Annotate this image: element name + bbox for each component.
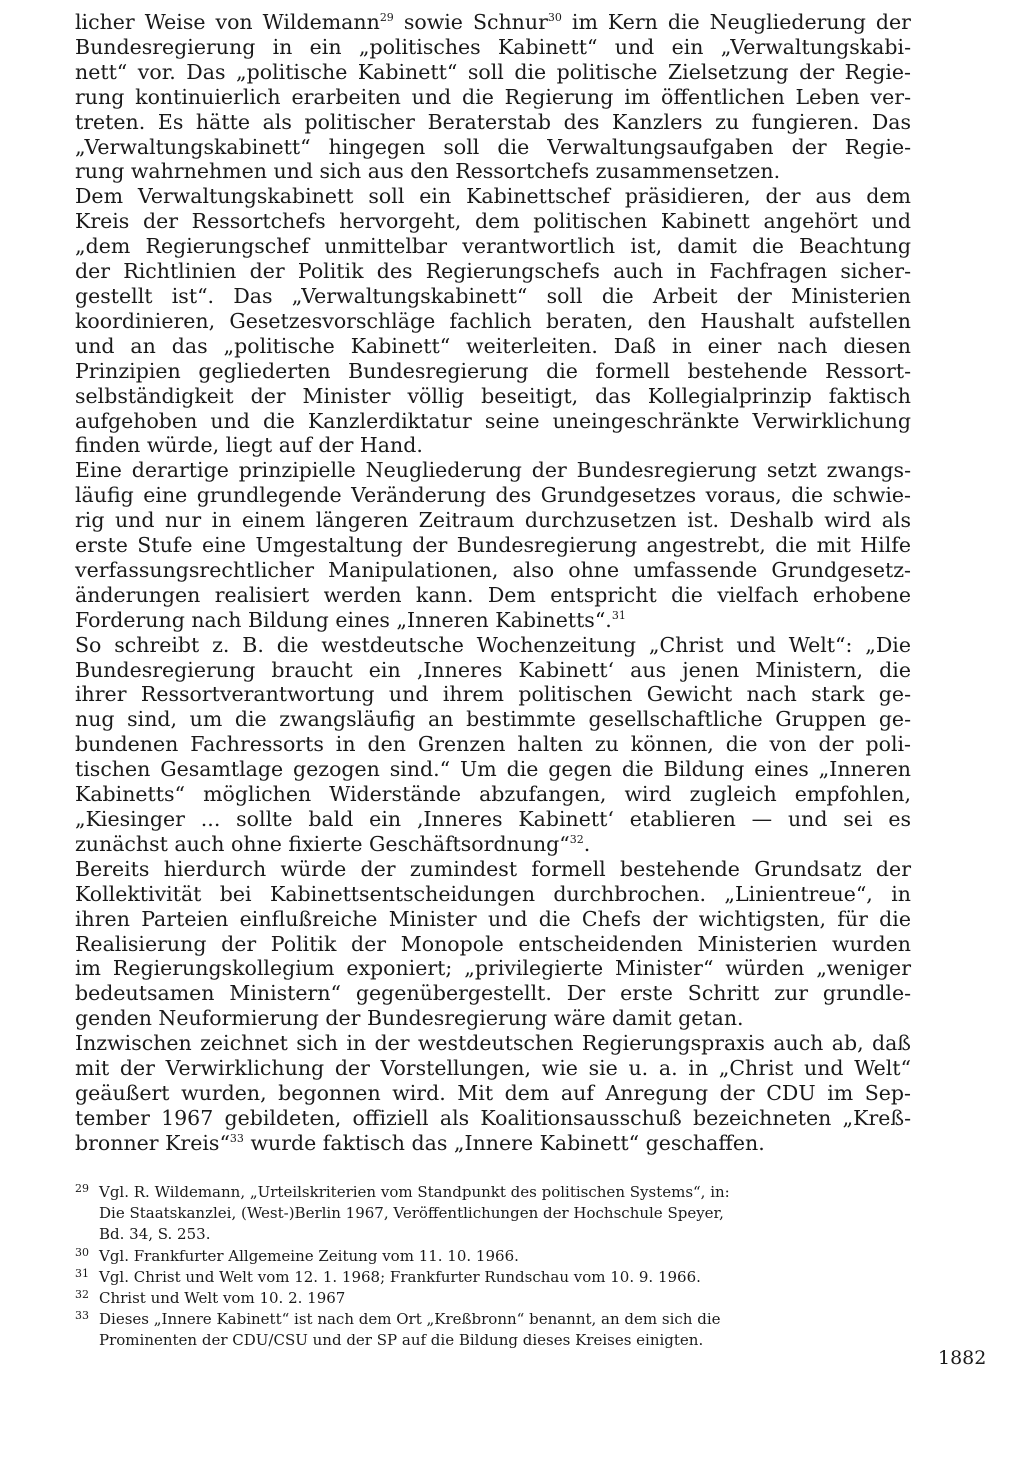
text-line: der Richtlinien der Politik des Regierungschefs auch in Fachfragen sicher- bbox=[75, 259, 911, 284]
footnote-ref: 31 bbox=[611, 608, 626, 622]
footnote-line: Dieses „Innere Kabinett“ ist nach dem Ort „Kreßbronn“ benannt, an dem sich die bbox=[99, 1310, 721, 1329]
text-line: tischen Gesamtlage gezogen sind.“ Um die gegen die Bildung eines „Inneren bbox=[75, 757, 911, 782]
text-line: nett“ vor. Das „politische Kabinett“ soll die politische Zielsetzung der Regie- bbox=[75, 59, 911, 84]
footnote bbox=[75, 1288, 911, 1309]
text-line: „Kiesinger ... sollte bald ein ‚Inneres Kabinett‘ etablieren — und sei es bbox=[75, 807, 911, 831]
footnote-number: 32 bbox=[75, 1288, 89, 1302]
paragraph bbox=[75, 184, 911, 458]
text-line: Bereits hierdurch würde der zumindest formell bestehende Grundsatz der bbox=[75, 856, 911, 881]
footnote bbox=[75, 1182, 911, 1246]
text-line: „dem Regierungschef unmittelbar verantwortlich ist, damit die Beachtung bbox=[75, 234, 911, 259]
footnote-line: Vgl. R. Wildemann, „Urteilskriterien vom Standpunkt des politischen Systems“, in: bbox=[99, 1183, 730, 1201]
text-line: mit der Verwirklichung der Vorstellungen, wie sie u. a. in „Christ und Welt“ bbox=[75, 1056, 911, 1081]
text-line: Inzwischen zeichnet sich in der westdeutschen Regierungspraxis auch ab, daß bbox=[75, 1031, 911, 1056]
text-line: ihren Parteien einflußreiche Minister und die Chefs der wichtigsten, für die bbox=[75, 906, 911, 931]
text-line: bronner Kreis“$^{33}$ wurde faktisch das „Innere Kabinett“ geschaffen. bbox=[75, 1130, 765, 1155]
text-line: genden Neuformierung der Bundesregierung wäre damit getan. bbox=[75, 1006, 744, 1031]
body-text bbox=[75, 10, 911, 1156]
text-line: aufgehoben und die Kanzlerdiktatur seine uneingeschränkte Verwirklichung bbox=[75, 408, 911, 433]
page bbox=[75, 10, 911, 1156]
text-line: ihrer Ressortverantwortung und ihrem politischen Gewicht nach stark ge- bbox=[75, 682, 911, 707]
text-line: läufig eine grundlegende Veränderung des Grundgesetzes voraus, die schwie- bbox=[75, 483, 911, 508]
text-line: Prinzipien gegliederten Bundesregierung die formell bestehende Ressort- bbox=[75, 358, 911, 383]
text-line: Kollektivität bei Kabinettsentscheidungen durchbrochen. „Linientreue“, in bbox=[75, 881, 911, 906]
text-line: bundenen Fachressorts in den Grenzen halten zu können, die von der poli- bbox=[75, 732, 911, 757]
footnote-number: 29 bbox=[75, 1182, 89, 1195]
text-line: So schreibt z. B. die westdeutsche Wochenzeitung „Christ und Welt“: „Die bbox=[75, 632, 911, 657]
text-line: tember 1967 gebildeten, offiziell als Koalitionsausschuß bezeichneten „Kreß- bbox=[75, 1105, 911, 1130]
text-line: Forderung nach Bildung eines „Inneren Kabinetts“.$^{31}$ bbox=[75, 607, 626, 632]
text-line: zunächst auch ohne fixierte Geschäftsordnung“$^{32}$. bbox=[75, 831, 591, 856]
text-line: Realisierung der Politik der Monopole entscheidenden Ministerien wurden bbox=[75, 931, 911, 956]
footnote-number: 33 bbox=[75, 1309, 89, 1323]
text-line: verfassungsrechtlicher Manipulationen, also ohne umfassende Grundgesetz- bbox=[75, 557, 911, 582]
footnotes bbox=[75, 1182, 911, 1352]
footnote bbox=[75, 1246, 911, 1267]
text-line: selbständigkeit der Minister völlig beseitigt, das Kollegialprinzip faktisch bbox=[75, 383, 911, 408]
text-line: finden würde, liegt auf der Hand. bbox=[75, 433, 423, 458]
text-line: Kabinetts“ möglichen Widerstände abzufangen, wird zugleich empfohlen, bbox=[75, 782, 911, 807]
footnote-line: Christ und Welt vom 10. 2. 1967 bbox=[99, 1289, 346, 1308]
text-line: Eine derartige prinzipielle Neugliederung der Bundesregierung setzt zwangs- bbox=[75, 458, 911, 483]
footnote-ref: 32 bbox=[569, 832, 584, 846]
text-line: im Regierungskollegium exponiert; „privilegierte Minister“ würden „weniger bbox=[75, 956, 911, 981]
text-line: änderungen realisiert werden kann. Dem entspricht die vielfach erhobene bbox=[75, 582, 911, 607]
paragraph bbox=[75, 10, 911, 184]
text-line: „Verwaltungskabinett“ hingegen soll die Verwaltungsaufgaben der Regie- bbox=[75, 134, 911, 159]
paragraph bbox=[75, 1031, 911, 1156]
text-line: Dem Verwaltungskabinett soll ein Kabinettschef präsidieren, der aus dem bbox=[75, 184, 911, 209]
text-line: rung wahrnehmen und sich aus den Ressortchefs zusammensetzen. bbox=[75, 159, 781, 184]
footnote-ref: 33 bbox=[229, 1131, 244, 1145]
text-line: Kreis der Ressortchefs hervorgeht, dem politischen Kabinett angehört und bbox=[75, 209, 911, 234]
text-line: Bundesregierung in ein „politisches Kabinett“ und ein „Verwaltungskabi- bbox=[75, 34, 911, 59]
text-line: treten. Es hätte als politischer Beraterstab des Kanzlers zu fungieren. Das bbox=[75, 109, 911, 134]
text-line: und an das „politische Kabinett“ weiterleiten. Daß in einer nach diesen bbox=[75, 333, 911, 358]
paragraph bbox=[75, 857, 911, 1031]
text-line: nug sind, um die zwangsläufig an bestimmte gesellschaftliche Gruppen ge- bbox=[75, 707, 911, 732]
footnote-line: Vgl. Frankfurter Allgemeine Zeitung vom 11. 10. 1966. bbox=[99, 1246, 519, 1265]
footnote-number: 30 bbox=[75, 1245, 89, 1259]
footnote bbox=[75, 1267, 911, 1288]
footnote-line: Bd. 34, S. 253. bbox=[99, 1225, 211, 1244]
footnote-ref: 29 bbox=[379, 11, 394, 24]
paragraph bbox=[75, 458, 911, 632]
text-line: geäußert wurden, begonnen wird. Mit dem auf Anregung der CDU im Sep- bbox=[75, 1080, 911, 1105]
text-line: gestellt ist“. Das „Verwaltungskabinett“ soll die Arbeit der Ministerien bbox=[75, 283, 911, 308]
footnote-line: Prominenten der CDU/CSU und der SP auf die Bildung dieses Kreises einigten. bbox=[99, 1331, 704, 1350]
footnote-line: Vgl. Christ und Welt vom 12. 1. 1968; Frankfurter Rundschau vom 10. 9. 1966. bbox=[99, 1267, 701, 1286]
footnote bbox=[75, 1309, 911, 1351]
paragraph bbox=[75, 633, 911, 857]
footnote-ref: 30 bbox=[547, 11, 562, 24]
text-line: erste Stufe eine Umgestaltung der Bundesregierung angestrebt, die mit Hilfe bbox=[75, 533, 911, 558]
text-line: rig und nur in einem längeren Zeitraum durchzusetzen ist. Deshalb wird als bbox=[75, 508, 911, 533]
text-line: Bundesregierung braucht ein ‚Inneres Kabinett‘ aus jenen Ministern, die bbox=[75, 657, 911, 682]
text-line: koordinieren, Gesetzesvorschläge fachlich beraten, den Haushalt aufstellen bbox=[75, 308, 911, 333]
page-number: 1882 bbox=[938, 1347, 987, 1369]
footnote-line: Die Staatskanzlei, (West-)Berlin 1967, Veröffentlichungen der Hochschule Speyer, bbox=[99, 1204, 724, 1223]
footnote-number: 31 bbox=[75, 1266, 89, 1280]
text-line: licher Weise von Wildemann$^{29}$ sowie Schnur$^{30}$ im Kern die Neugliederung der bbox=[75, 10, 911, 34]
text-line: rung kontinuierlich erarbeiten und die Regierung im öffentlichen Leben ver- bbox=[75, 84, 911, 109]
text-line: bedeutsamen Ministern“ gegenübergestellt. Der erste Schritt zur grundle- bbox=[75, 981, 911, 1006]
